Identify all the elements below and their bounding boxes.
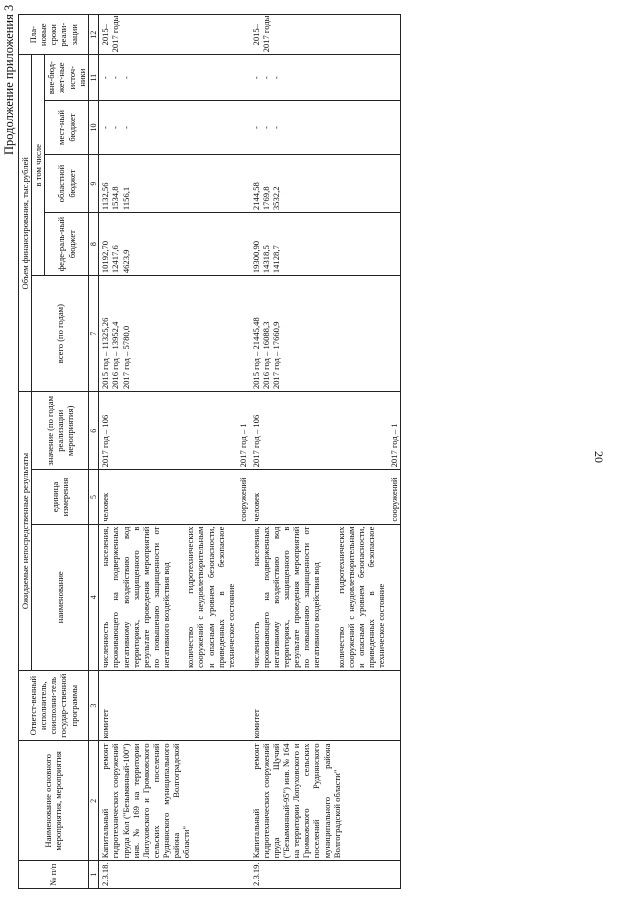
regional-cell: [250, 155, 401, 213]
regional-value: 3532,2: [270, 186, 281, 211]
indicator-text: численность населения, проживающего на подверженных негативному воздействию вод территориях, защищенного в результате проведения мероприятий по повышению защищенности от негативного воздействия вод: [250, 526, 322, 668]
extrabudget-cell: [99, 55, 250, 100]
federal-value: 4623,9: [120, 249, 131, 274]
local-value: -: [110, 126, 121, 129]
column-number: 8: [88, 213, 98, 276]
table-row: [250, 15, 401, 889]
total-2017: 2017 год – 5780,0: [120, 325, 131, 390]
header-local: мест-ный бюджет: [45, 100, 89, 154]
total-2015: 2015 год – 21445,48: [250, 317, 261, 390]
unit-text: сооружений: [388, 477, 399, 522]
unit-text: сооружений: [238, 477, 249, 522]
header-expected-results: Ожидаемые непосредственные результаты: [19, 392, 32, 671]
local-value: -: [100, 126, 111, 129]
column-number: 10: [88, 100, 98, 154]
federal-cell: [99, 213, 250, 276]
value-text: 2017 год – 1: [238, 423, 249, 468]
header-total: всего (по годам): [32, 276, 89, 392]
total-2015: 2015 год – 11325,26: [100, 317, 111, 390]
terms-text: 2017 годы: [260, 15, 271, 53]
extrabudget-value: -: [110, 76, 121, 80]
regional-value: 1132,56: [100, 182, 111, 211]
column-number: 12: [88, 15, 98, 55]
measure-name: Капитальный ремонт гидротехнических сооружений пруда Кол ("Безымянный-100") инв. № 169 на территории Лопуховского и Громковского сельских поселений Руднянского муниципального района Волгоградской области": [99, 741, 250, 861]
indicator-cell: [99, 524, 250, 670]
total-2017: 2017 год – 17660,9: [270, 321, 281, 390]
total-2016: 2016 год – 16088,3: [260, 321, 271, 390]
total-cell: [250, 276, 401, 392]
column-number: 11: [88, 55, 98, 100]
regional-value: 2144,58: [250, 182, 261, 211]
header-planned-terms: Пла-новые сроки реали-зации: [19, 15, 89, 55]
local-value: -: [260, 126, 271, 129]
federal-cell: [250, 213, 401, 276]
value-cell: [250, 392, 401, 470]
extrabudget-cell: [250, 55, 401, 100]
extrabudget-value: -: [120, 76, 131, 80]
column-number: 7: [88, 276, 98, 392]
federal-value: 14318,5: [260, 245, 271, 274]
terms-text: 2015–: [100, 23, 111, 46]
federal-value: 19300,90: [250, 240, 261, 274]
column-number: 9: [88, 155, 98, 213]
header-funding: Объем финансирования, тыс.рублей: [19, 55, 32, 392]
header-extrabudget: вне-бюд-жет-ные источ-ники: [45, 55, 89, 100]
page-number: 20: [592, 451, 606, 463]
extrabudget-value: -: [260, 76, 271, 80]
regional-cell: [99, 155, 250, 213]
table-row: [99, 15, 250, 889]
row-number: 2.3.19.: [250, 861, 401, 889]
column-number: 3: [88, 670, 98, 741]
extrabudget-value: -: [270, 76, 281, 80]
total-2016: 2016 год – 13952,4: [110, 321, 121, 390]
extrabudget-value: -: [250, 76, 261, 80]
column-number: 4: [88, 524, 98, 670]
terms-cell: [250, 15, 401, 55]
value-text: 2017 год – 106: [250, 414, 261, 468]
program-table: [18, 14, 401, 889]
column-number: 1: [88, 861, 98, 889]
header-measure-name: Наименование основного мероприятия, мероприятия: [19, 741, 89, 861]
federal-value: 10192,70: [100, 240, 111, 274]
total-cell: [99, 276, 250, 392]
unit-cell: [99, 470, 250, 524]
local-cell: [99, 100, 250, 154]
regional-value: 1534,8: [110, 186, 121, 211]
terms-text: 2015–: [250, 23, 261, 46]
row-number: 2.3.18.: [99, 861, 250, 889]
local-cell: [250, 100, 401, 154]
indicator-text: численность населения, проживающего на подверженных негативному воздействию вод территориях, защищенного в результате проведения мероприятий по повышению защищенности от негативного воздействия вод: [100, 526, 172, 668]
federal-value: 14128,7: [270, 245, 281, 274]
measure-name: Капитальный ремонт гидротехнических сооружений пруда Щучий ("Безымянный-95") инв. № 164 на территории Лопуховского и Громковского сельских поселений Руднянского муниципального района Волгоградской области": [250, 741, 401, 861]
terms-text: 2017 годы: [110, 15, 121, 53]
value-text: 2017 год – 1: [388, 423, 399, 468]
value-text: 2017 год – 106: [100, 414, 111, 468]
header-num: № п/п: [19, 861, 89, 889]
executor: комитет: [250, 670, 401, 741]
header-executor: Ответст-венный исполнитель, соисполни-тель государ-ственной программы: [19, 670, 89, 741]
extrabudget-value: -: [100, 76, 111, 80]
local-value: -: [120, 126, 131, 129]
column-number: 6: [88, 392, 98, 470]
local-value: -: [250, 126, 261, 129]
executor: комитет: [99, 670, 250, 741]
indicator-text: количество гидротехнических сооружений с неудовлетворительным и опасным уровнем безопасности, приведенных в безопасное техническое состояние: [185, 526, 236, 668]
unit-cell: [250, 470, 401, 524]
header-federal: феде-раль-ный бюджет: [45, 213, 89, 276]
header-indicator-name: наименование: [32, 524, 89, 670]
unit-text: человек: [100, 492, 111, 522]
regional-value: 1156,1: [120, 186, 131, 211]
unit-text: человек: [250, 492, 261, 522]
indicator-cell: [250, 524, 401, 670]
terms-cell: [99, 15, 250, 55]
federal-value: 12417,6: [110, 245, 121, 274]
header-including: в том числе: [32, 55, 45, 276]
continuation-note: Продолжение приложения 3: [2, 4, 16, 155]
header-regional: областной бюджет: [45, 155, 89, 213]
column-number: 2: [88, 741, 98, 861]
indicator-text: количество гидротехнических сооружений с неудовлетворительным и опасным уровнем безопасности, приведенных в безопасное техническое состояние: [335, 526, 387, 668]
local-value: -: [270, 126, 281, 129]
regional-value: 1769,8: [260, 186, 271, 211]
column-number: 5: [88, 470, 98, 524]
header-value: значение (по годам реализации мероприятия): [32, 392, 89, 470]
value-cell: [99, 392, 250, 470]
header-unit: единица измерения: [32, 470, 89, 524]
